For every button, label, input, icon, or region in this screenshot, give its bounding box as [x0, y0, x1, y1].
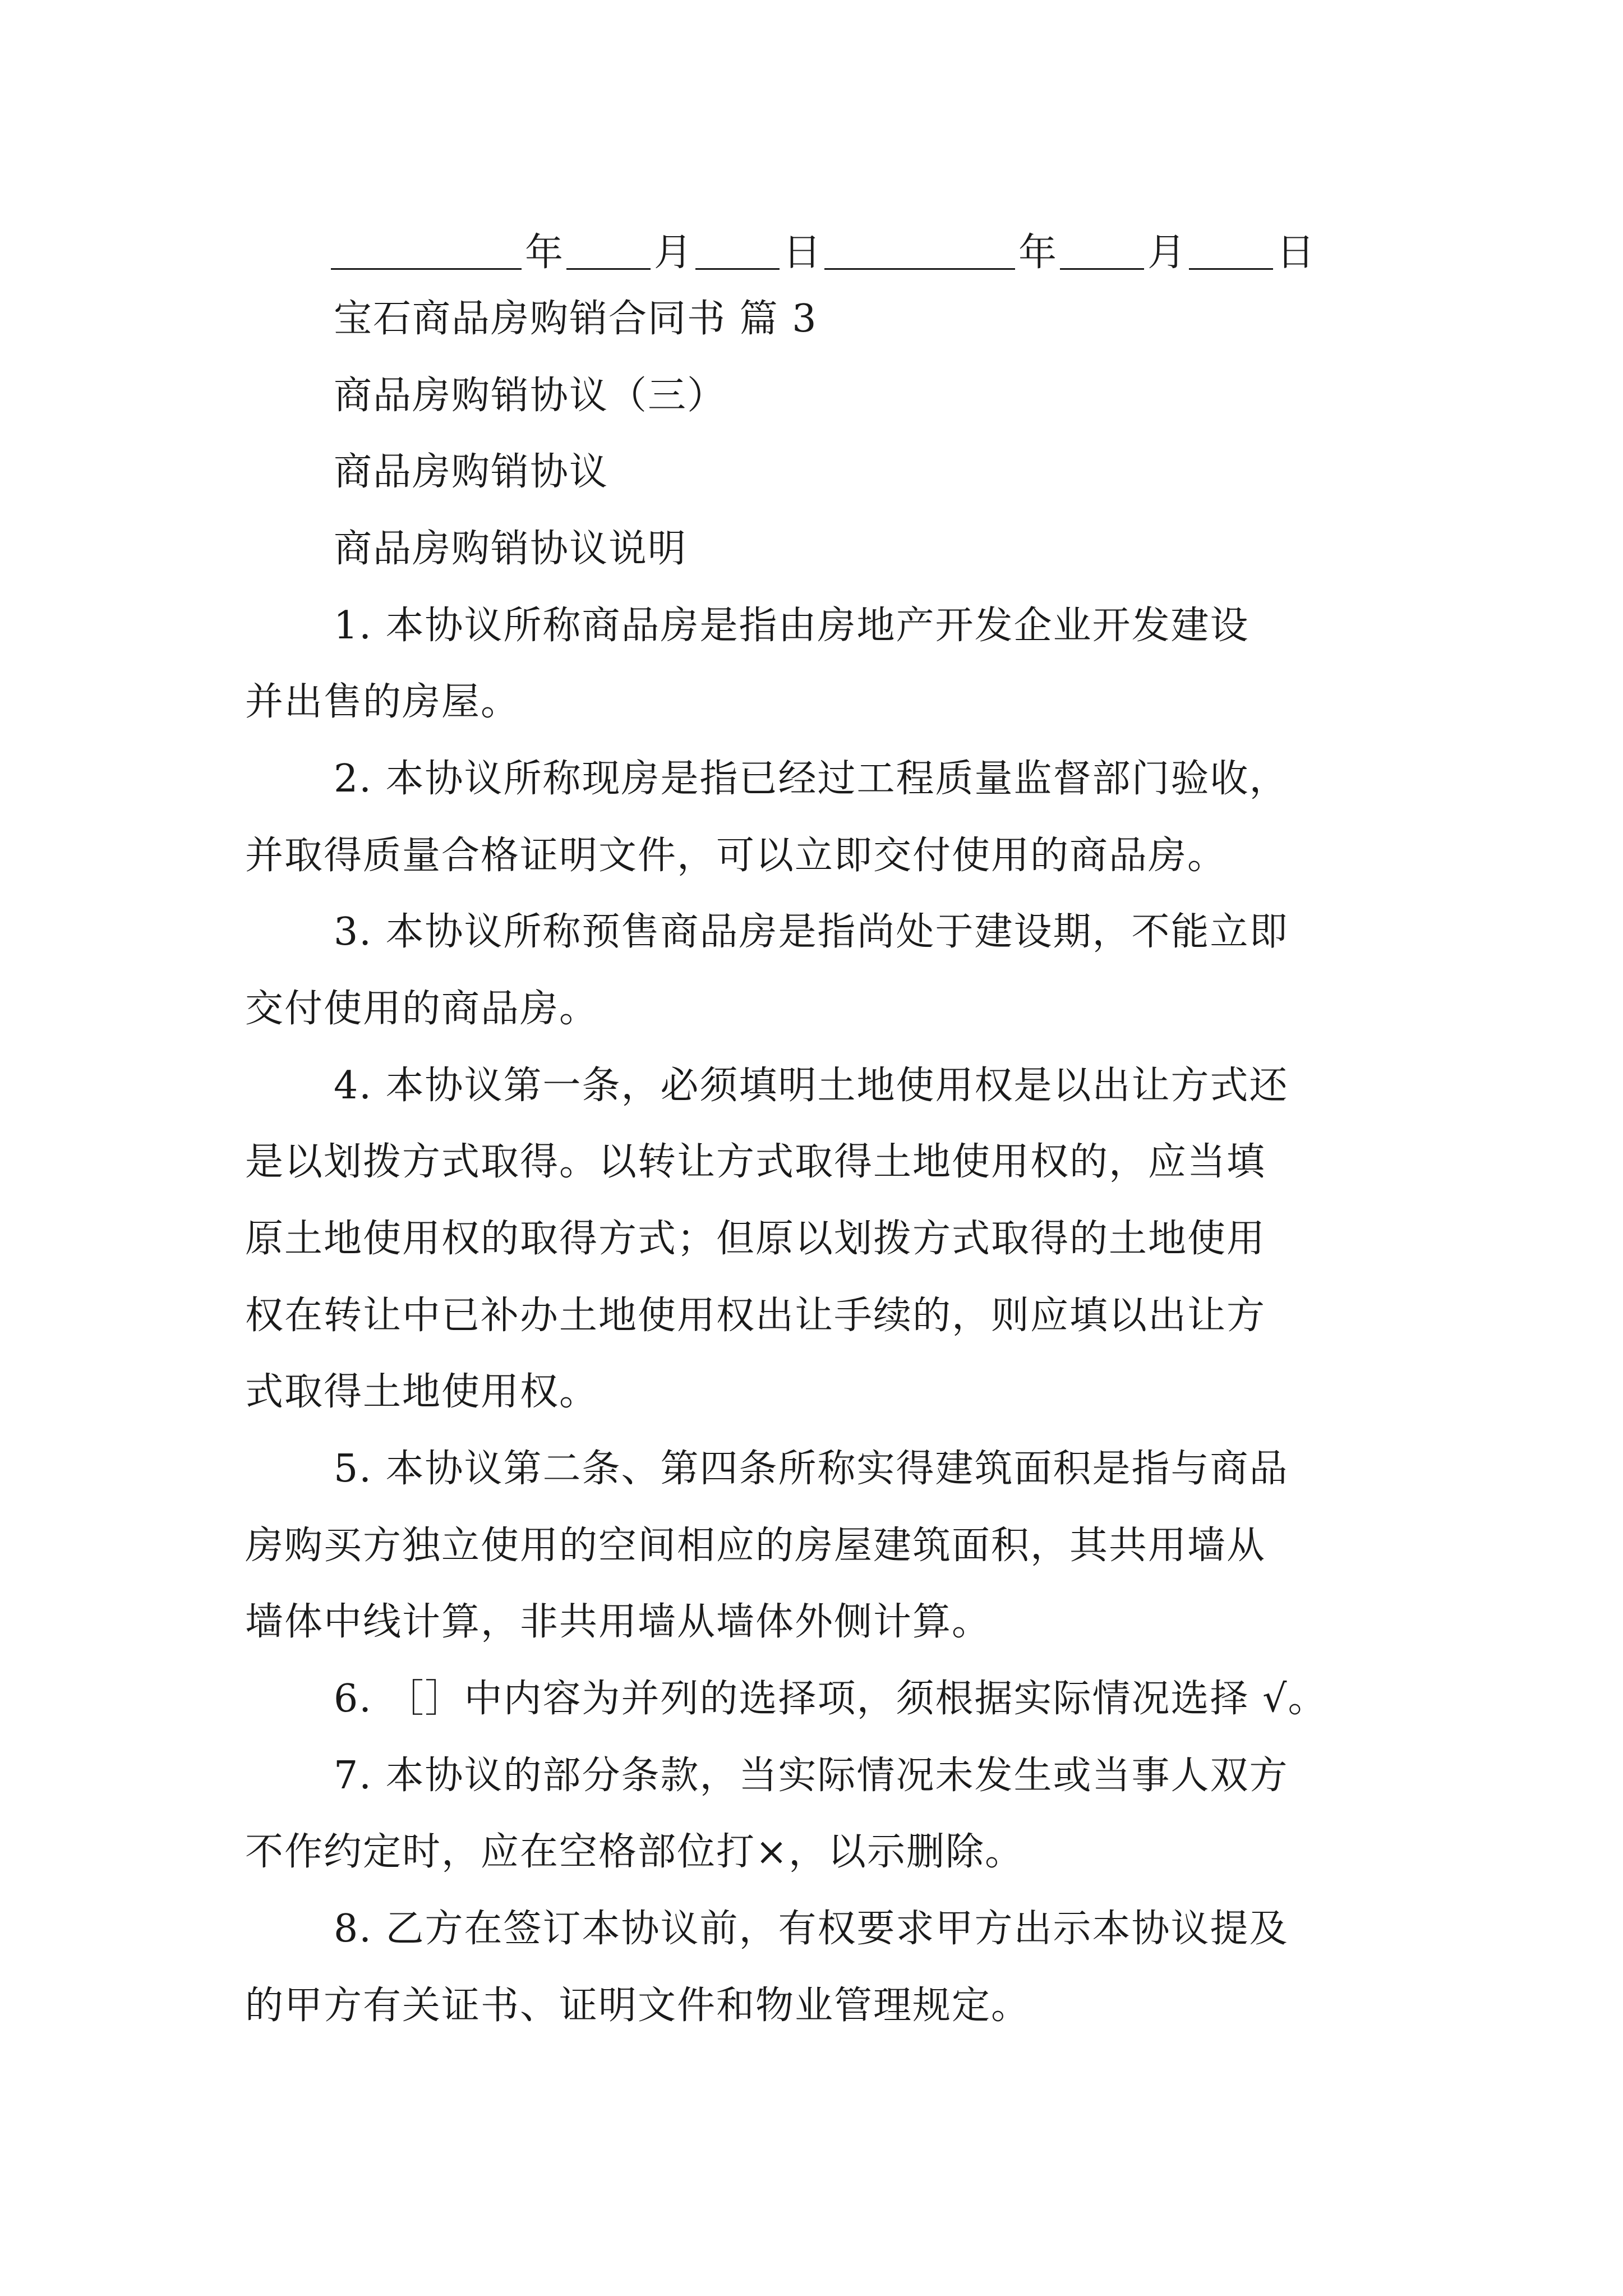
paragraph-2-line-2: 并取得质量合格证明文件，可以立即交付使用的商品房。: [245, 834, 1227, 878]
paragraph-8-line-2: 的甲方有关证书、证明文件和物业管理规定。: [245, 1984, 1031, 2028]
paragraph-4-line-4: 权在转让中已补办土地使用权出让手续的，则应填以出让方: [245, 1294, 1266, 1338]
year-label-1: 年: [525, 231, 564, 275]
month-label-2: 月: [1147, 231, 1186, 275]
month-blank-1: [566, 264, 651, 270]
day-blank-1: [695, 264, 780, 270]
paragraph-7-line-1: 7. 本协议的部分条款，当实际情况未发生或当事人双方: [334, 1754, 1289, 1798]
paragraph-4-line-3: 原土地使用权的取得方式；但原以划拨方式取得的土地使用: [245, 1217, 1266, 1261]
day-blank-2: [1189, 264, 1273, 270]
paragraph-5-line-3: 墙体中线计算，非共用墙从墙体外侧计算。: [245, 1600, 992, 1644]
month-blank-2: [1060, 264, 1144, 270]
paragraph-5-line-2: 房购买方独立使用的空间相应的房屋建筑面积，其共用墙从: [245, 1524, 1266, 1568]
article-title: 宝石商品房购销合同书 篇 3: [334, 297, 818, 341]
month-label-1: 月: [654, 231, 693, 275]
agreement-subtitle: 商品房购销协议（三）: [334, 374, 727, 418]
paragraph-4-line-1: 4. 本协议第一条，必须填明土地使用权是以出让方式还: [334, 1064, 1289, 1108]
paragraph-3-line-1: 3. 本协议所称预售商品房是指尚处于建设期，不能立即: [334, 910, 1289, 954]
paragraph-3-line-2: 交付使用的商品房。: [245, 987, 599, 1031]
paragraph-4-line-5: 式取得土地使用权。: [245, 1370, 599, 1414]
paragraph-4-line-2: 是以划拨方式取得。以转让方式取得土地使用权的，应当填: [245, 1140, 1266, 1184]
paragraph-5-line-1: 5. 本协议第二条、第四条所称实得建筑面积是指与商品: [334, 1447, 1289, 1491]
year-blank-1: [331, 264, 522, 270]
explanation-heading: 商品房购销协议说明: [334, 527, 688, 571]
day-label-1: 日: [783, 231, 822, 275]
paragraph-8-line-1: 8. 乙方在签订本协议前，有权要求甲方出示本协议提及: [334, 1907, 1289, 1951]
paragraph-7-line-2: 不作约定时，应在空格部位打×，以示删除。: [245, 1830, 1024, 1874]
year-blank-2: [824, 264, 1015, 270]
signature-date-line: [331, 210, 1318, 275]
paragraph-1-line-1: 1. 本协议所称商品房是指由房地产开发企业开发建设: [334, 604, 1249, 648]
day-label-2: 日: [1276, 231, 1315, 275]
agreement-title: 商品房购销协议: [334, 450, 609, 494]
year-label-2: 年: [1018, 231, 1057, 275]
paragraph-1-line-2: 并出售的房屋。: [245, 680, 520, 724]
paragraph-2-line-1: 2. 本协议所称现房是指已经过工程质量监督部门验收，: [334, 757, 1289, 801]
paragraph-6-line-1: 6. ［］中内容为并列的选择项，须根据实际情况选择 √。: [334, 1677, 1327, 1721]
